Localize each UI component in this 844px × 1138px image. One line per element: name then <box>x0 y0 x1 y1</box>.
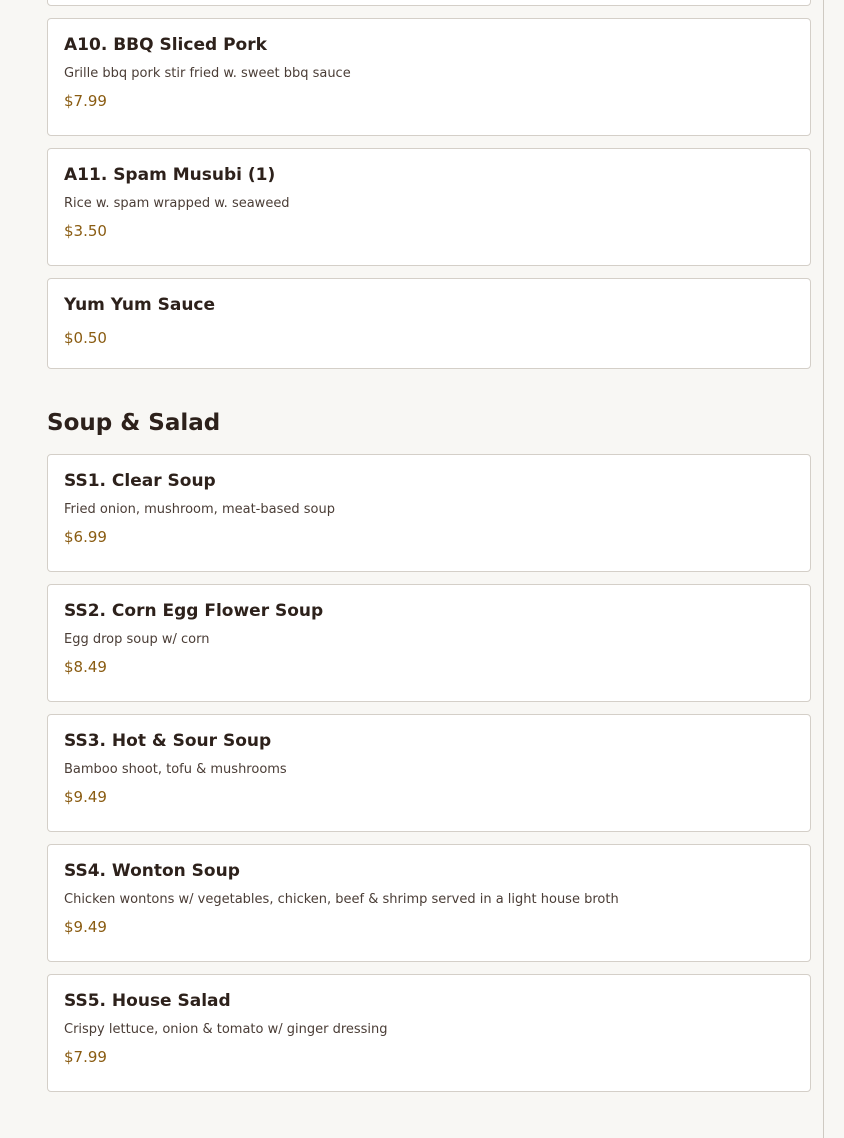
menu-item-card[interactable] <box>47 584 811 702</box>
menu-item-card[interactable] <box>47 974 811 1092</box>
menu-item-card[interactable] <box>47 454 811 572</box>
menu-item-card[interactable] <box>47 148 811 266</box>
menu-item-name: A11. Spam Musubi (1) <box>64 165 276 185</box>
menu-item-name: Yum Yum Sauce <box>64 295 216 315</box>
menu-item-name: SS3. Hot & Sour Soup <box>64 731 272 751</box>
menu-item-description: Chicken wontons w/ vegetables, chicken, beef & shrimp served in a light house broth <box>64 892 619 907</box>
menu-item-card[interactable] <box>47 844 811 962</box>
menu-item-name: SS2. Corn Egg Flower Soup <box>64 601 324 621</box>
menu-item-name: SS4. Wonton Soup <box>64 861 240 881</box>
menu-item-price: $0.50 <box>64 329 107 347</box>
menu-item-description: Crispy lettuce, onion & tomato w/ ginger dressing <box>64 1022 388 1037</box>
menu-item-card[interactable] <box>47 18 811 136</box>
menu-item-price: $7.99 <box>64 1048 107 1066</box>
menu-item-price: $3.50 <box>64 222 107 240</box>
menu-item-description: Bamboo shoot, tofu & mushrooms <box>64 762 287 777</box>
menu-item-name: SS5. House Salad <box>64 991 231 1011</box>
menu-item-price: $6.99 <box>64 528 107 546</box>
menu-item-price: $9.49 <box>64 918 107 936</box>
menu-item-price: $8.49 <box>64 658 107 676</box>
menu-item-card[interactable] <box>47 714 811 832</box>
menu-item-description: Grille bbq pork stir fried w. sweet bbq sauce <box>64 66 351 81</box>
menu-item-description: Fried onion, mushroom, meat-based soup <box>64 502 335 517</box>
section-title-soup-salad: Soup & Salad <box>47 410 221 436</box>
menu-item-price: $7.99 <box>64 92 107 110</box>
menu-item-description: Rice w. spam wrapped w. seaweed <box>64 196 290 211</box>
menu-item-name: A10. BBQ Sliced Pork <box>64 35 267 55</box>
menu-item-card-partial[interactable] <box>47 0 811 6</box>
menu-item-price: $9.49 <box>64 788 107 806</box>
menu-item-name: SS1. Clear Soup <box>64 471 216 491</box>
menu-item-description: Egg drop soup w/ corn <box>64 632 210 647</box>
menu-item-card[interactable] <box>47 278 811 369</box>
